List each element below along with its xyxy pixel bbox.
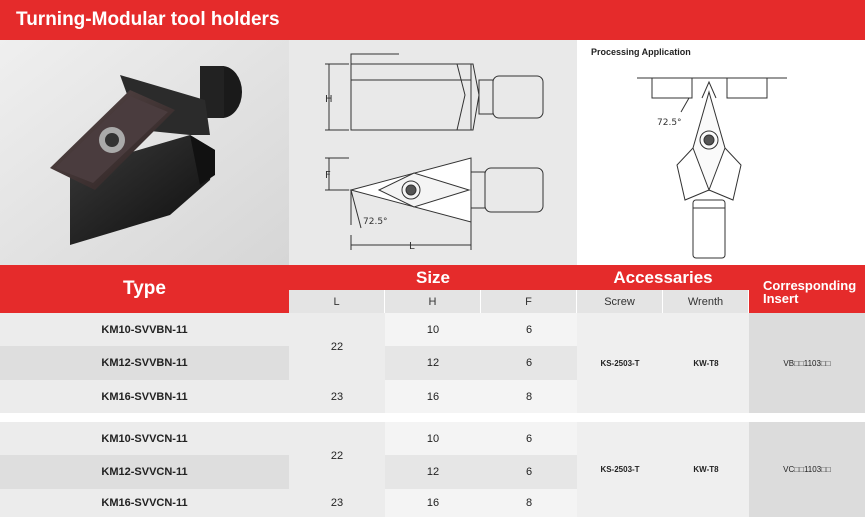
l-value: 23 xyxy=(330,390,344,403)
table-row-type: KM10-SVVCN-11 xyxy=(101,432,188,445)
app-angle-label: 72.5° xyxy=(657,118,682,128)
accessaries-column-header: Accessaries xyxy=(577,265,749,290)
product-photo xyxy=(0,40,289,265)
angle-label: 72.5° xyxy=(363,217,388,227)
insert-value: VB□□1103□□ xyxy=(783,358,831,368)
h-value: 10 xyxy=(426,432,440,445)
table-row-type: KM16-SVVCN-11 xyxy=(101,497,188,509)
h-value: 16 xyxy=(426,390,440,403)
application-title: Processing Application xyxy=(591,47,691,57)
screw-value: KS-2503-T xyxy=(600,465,640,474)
dim-f-label: F xyxy=(325,170,331,181)
h-value: 10 xyxy=(426,323,440,336)
l-value: 22 xyxy=(330,340,344,353)
page-title: Turning-Modular tool holders xyxy=(0,0,865,40)
technical-drawing xyxy=(289,40,577,265)
h-value: 16 xyxy=(426,497,440,509)
screw-subheader: Screw xyxy=(577,290,663,313)
processing-application xyxy=(577,40,865,265)
insert-column-header: Corresponding Insert xyxy=(749,265,865,313)
f-subheader: F xyxy=(481,290,577,313)
table-row-type: KM16-SVVBN-11 xyxy=(101,390,188,403)
f-value: 8 xyxy=(525,390,533,403)
insert-value: VC□□1103□□ xyxy=(783,465,831,474)
f-value: 6 xyxy=(525,432,533,445)
dim-l-label: L xyxy=(409,241,415,252)
table-row-type: KM12-SVVCN-11 xyxy=(101,466,188,478)
dim-h-label: H xyxy=(325,94,333,105)
f-value: 6 xyxy=(525,466,533,478)
h-subheader: H xyxy=(385,290,481,313)
l-value: 23 xyxy=(330,497,344,509)
wrench-subheader: Wrenth xyxy=(663,290,749,313)
f-value: 6 xyxy=(525,357,533,369)
size-column-header: Size xyxy=(289,265,577,290)
f-value: 6 xyxy=(525,323,533,336)
f-value: 8 xyxy=(525,497,533,509)
screw-value: KS-2503-T xyxy=(600,358,640,368)
h-value: 12 xyxy=(426,357,440,369)
table-row-type: KM12-SVVBN-11 xyxy=(101,357,188,369)
l-value: 22 xyxy=(330,449,344,462)
h-value: 12 xyxy=(426,466,440,478)
table-row-type: KM10-SVVBN-11 xyxy=(101,323,188,336)
type-column-header: Type xyxy=(0,265,289,313)
l-subheader: L xyxy=(289,290,385,313)
wrench-value: KW-T8 xyxy=(693,465,719,474)
wrench-value: KW-T8 xyxy=(693,358,719,368)
